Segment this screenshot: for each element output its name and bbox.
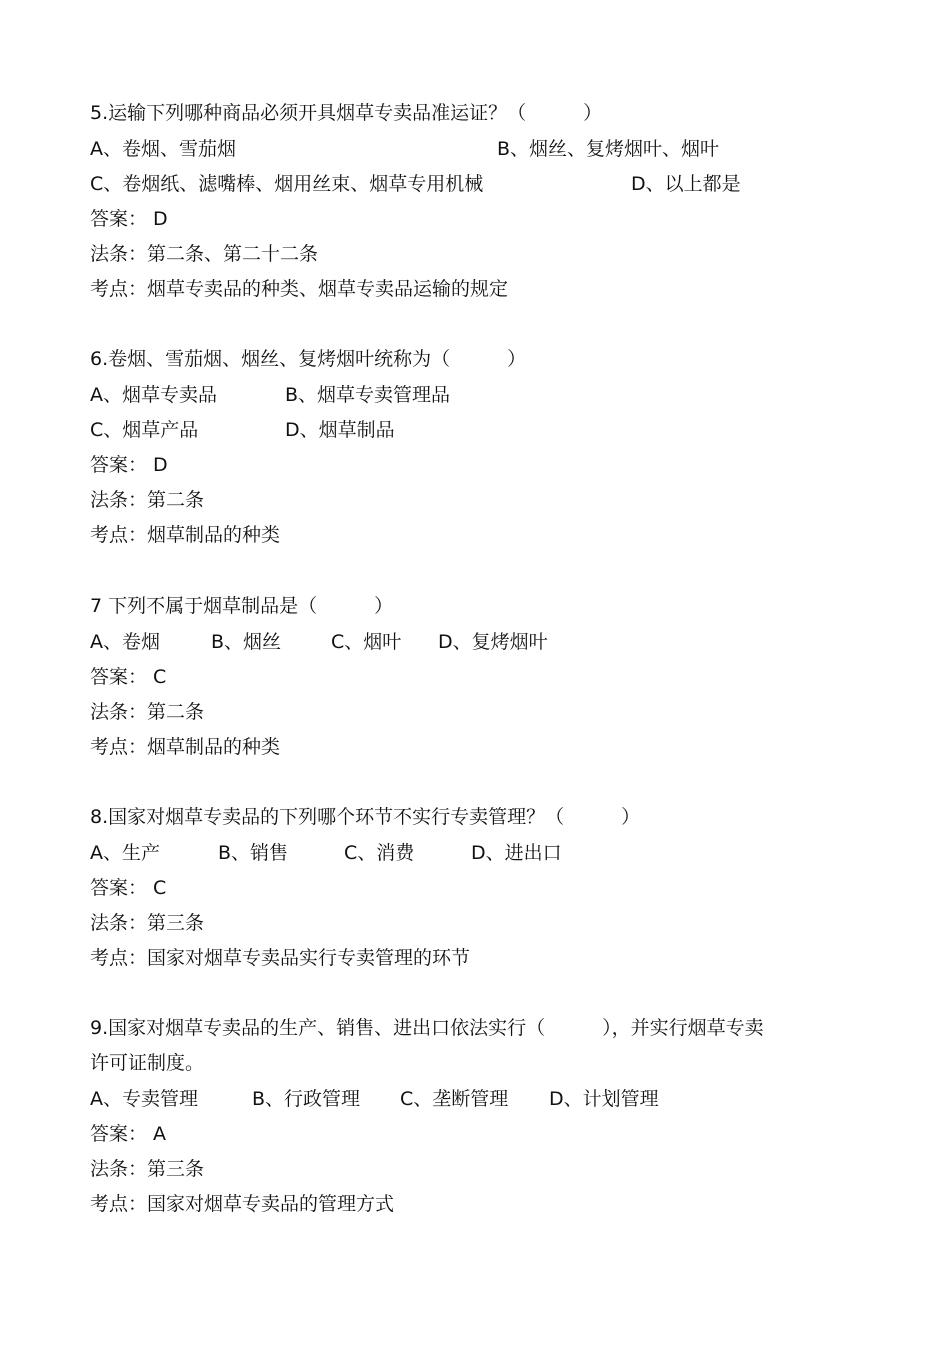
answer: 答案： C: [90, 877, 167, 899]
question-stem: 7 下列不属于烟草制品是（ ）: [90, 595, 394, 617]
answer: 答案： D: [90, 454, 168, 476]
key-point: 考点：国家对烟草专卖品实行专卖管理的环节: [90, 947, 471, 969]
question-stem: 8.国家对烟草专卖品的下列哪个环节不实行专卖管理？（ ）: [90, 806, 641, 828]
option-a: A、烟草专卖品: [90, 384, 217, 406]
answer: 答案： C: [90, 666, 167, 688]
option-c: C、垄断管理: [400, 1088, 509, 1110]
law-article: 法条：第三条: [90, 912, 205, 934]
key-point: 考点：烟草专卖品的种类、烟草专卖品运输的规定: [90, 278, 509, 300]
question-stem: 9.国家对烟草专卖品的生产、销售、进出口依法实行（ ），并实行烟草专卖: [90, 1017, 764, 1039]
option-d: D、进出口: [471, 842, 562, 864]
answer: 答案： D: [90, 208, 168, 230]
law-article: 法条：第三条: [90, 1158, 205, 1180]
option-c: C、烟叶: [331, 631, 402, 653]
option-b: B、烟丝: [211, 631, 282, 653]
law-article: 法条：第二条: [90, 701, 205, 723]
option-b: B、烟草专卖管理品: [285, 384, 451, 406]
option-a: A、专卖管理: [90, 1088, 198, 1110]
option-d: D、烟草制品: [285, 419, 395, 441]
option-c: C、烟草产品: [90, 419, 199, 441]
option-a: A、生产: [90, 842, 160, 864]
option-b: B、销售: [218, 842, 289, 864]
option-a: A、卷烟、雪茄烟: [90, 138, 236, 160]
option-c: C、卷烟纸、滤嘴棒、烟用丝束、烟草专用机械: [90, 173, 484, 195]
answer: 答案： A: [90, 1123, 167, 1145]
key-point: 考点：烟草制品的种类: [90, 524, 281, 546]
option-b: B、行政管理: [252, 1088, 361, 1110]
option-a: A、卷烟: [90, 631, 160, 653]
question-stem-continued: 许可证制度。: [90, 1052, 205, 1074]
option-c: C、消费: [344, 842, 415, 864]
option-b: B、烟丝、复烤烟叶、烟叶: [497, 138, 720, 160]
law-article: 法条：第二条: [90, 489, 205, 511]
option-d: D、计划管理: [549, 1088, 659, 1110]
key-point: 考点：国家对烟草专卖品的管理方式: [90, 1193, 395, 1215]
law-article: 法条：第二条、第二十二条: [90, 243, 319, 265]
question-stem: 5.运输下列哪种商品必须开具烟草专卖品准运证？（ ）: [90, 102, 603, 124]
question-stem: 6.卷烟、雪茄烟、烟丝、复烤烟叶统称为（ ）: [90, 348, 527, 370]
key-point: 考点：烟草制品的种类: [90, 736, 281, 758]
option-d: D、复烤烟叶: [438, 631, 548, 653]
option-d: D、以上都是: [631, 173, 741, 195]
